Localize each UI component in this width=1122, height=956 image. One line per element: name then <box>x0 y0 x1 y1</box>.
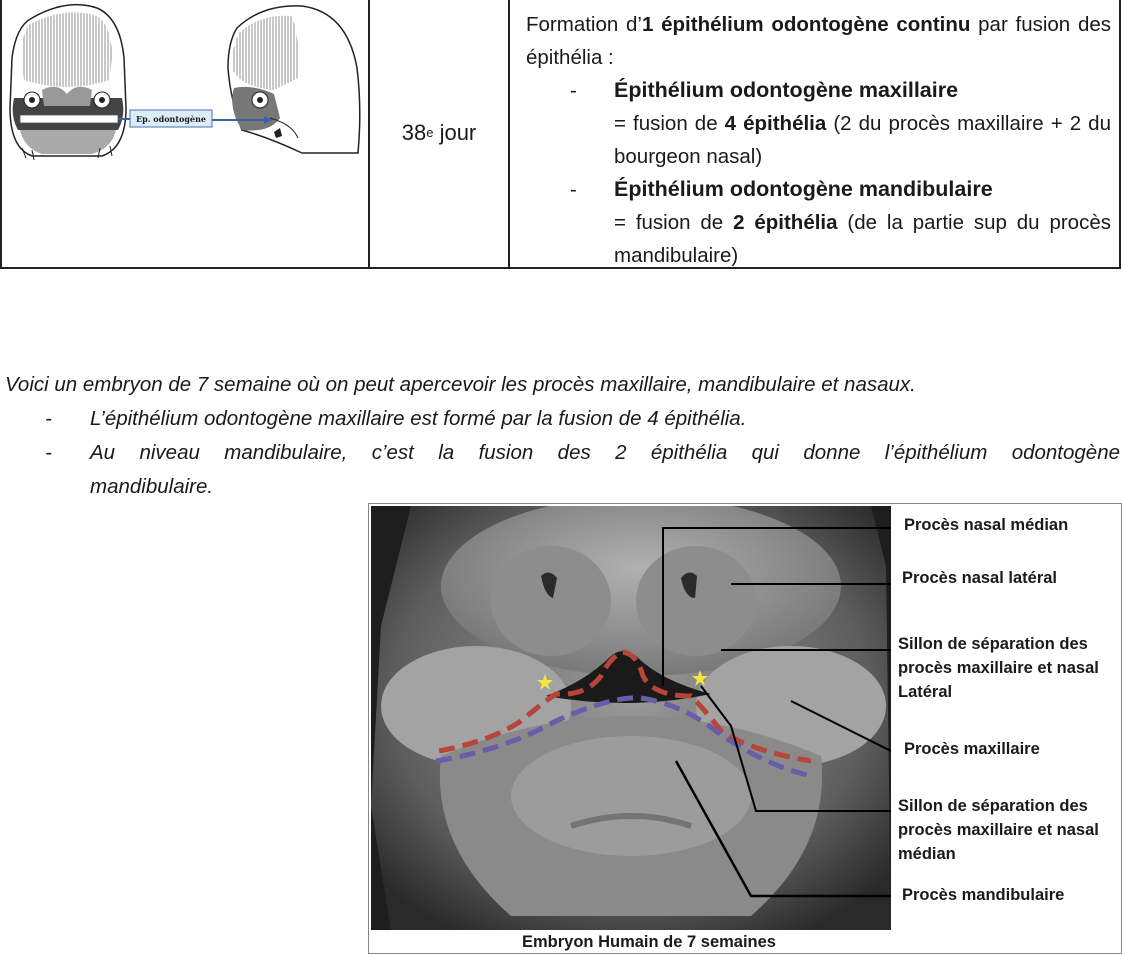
formation-line: Formation d’1 épithélium odontogène continu par fusion des épithélia : <box>526 13 1111 69</box>
label-maxillaire: Procès maxillaire <box>904 740 1040 758</box>
label-sillon-median: Sillon de séparation des procès maxillaire et nasal médian <box>898 797 1099 863</box>
day-cell <box>370 0 510 267</box>
intro-paragraph: Voici un embryon de 7 semaine où on peut apercevoir les procès maxillaire, mandibulaire et nasaux. <box>5 373 916 396</box>
description-cell <box>510 0 1119 267</box>
day-sup: e <box>426 125 434 140</box>
embryo-diagram <box>2 0 368 269</box>
mandibular-title: - Épithélium odontogène mandibulaire <box>570 177 993 201</box>
maxillary-detail: = fusion de 4 épithélia (2 du procès maxillaire + 2 du bourgeon nasal) <box>614 112 1111 168</box>
summary-table <box>0 0 1121 269</box>
label-sillon-lateral: Sillon de séparation des procès maxillaire et nasal Latéral <box>898 635 1099 701</box>
embryo-photo <box>371 506 891 930</box>
embryo-diagram-cell <box>2 0 370 267</box>
embryo-figure <box>368 503 1122 954</box>
maxillary-title: - Épithélium odontogène maxillaire <box>570 78 959 102</box>
diagram-label: Ep. odontogène <box>136 114 206 124</box>
label-nasal-median: Procès nasal médian <box>904 516 1069 534</box>
label-nasal-lateral: Procès nasal latéral <box>902 569 1058 587</box>
mandibular-detail: = fusion de 2 épithélia (de la partie sup du procès mandibulaire) <box>614 211 1111 267</box>
label-mandibulaire: Procès mandibulaire <box>902 886 1065 904</box>
day-word: jour <box>439 119 477 145</box>
day-number: 38 <box>401 119 427 145</box>
figure-caption: Embryon Humain de 7 semaines <box>521 933 776 951</box>
